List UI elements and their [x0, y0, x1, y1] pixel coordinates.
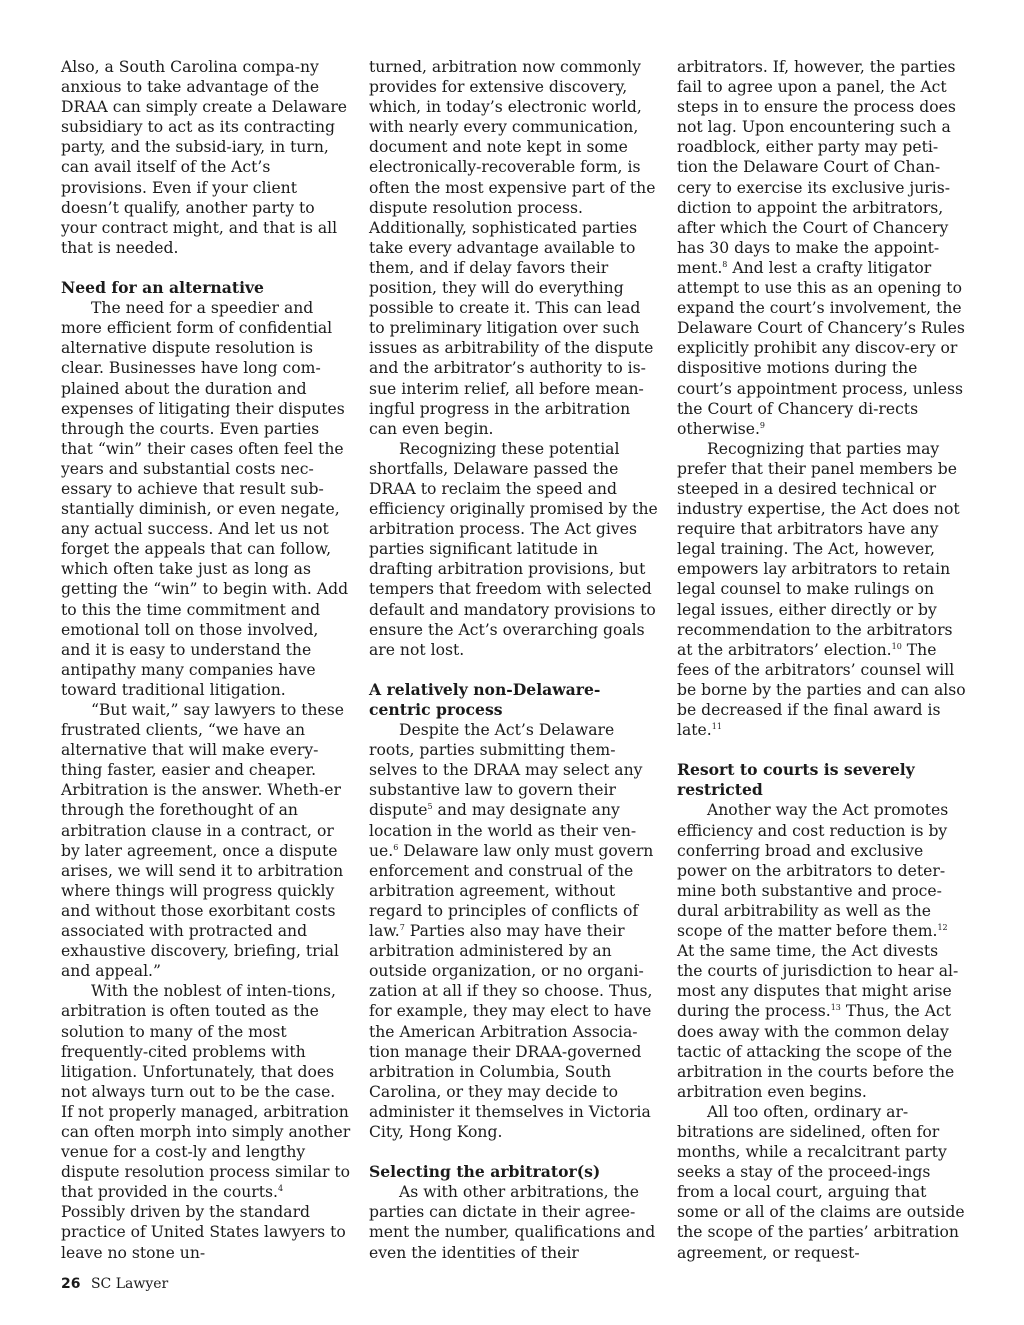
paragraph: “But wait,” say lawyers to these frustrated clients, “we have an alternative that will make every-thing faster, easier and cheaper. Arbitration is the answer. Wheth-er through the forethought of an arbitration clause in a contract, or by later agreement, once a dispute arises, we will send it to arbitration where things will progress quickly and without those exorbitant costs associated with protracted and exhaustive discovery, briefing, trial and appeal.” — [61, 701, 345, 981]
section-heading: Resort to courts is severely restricted — [677, 760, 915, 800]
text-run: Despite the Act’s Delaware roots, parties submitting them-selves to the DRAA may select any substantive law to govern their dispute — [369, 721, 643, 820]
footnote-ref: 8 — [722, 259, 728, 269]
paragraph: As with other arbitrations, the parties can dictate in their agree-ment the number, qualifications and even the identities of their — [369, 1183, 656, 1262]
paragraph: The need for a speedier and more efficient form of confidential alternative dispute resolution is clear. Businesses have long com-plained about the duration and expenses of litigating their disputes through the courts. Even parties that “win” their cases often feel the years and substantial costs nec-essary to achieve that result sub-stantially diminish, or even negate, any actual success. And let us not forget the appeals that can follow, which often take just as long as getting the “win” to begin with. Add to this the time commitment and emotional toll on those involved, and it is easy to understand the antipathy many companies have toward traditional litigation. — [61, 299, 349, 699]
footnote-ref: 13 — [830, 1003, 841, 1013]
section-heading: A relatively non-Delaware-centric process — [369, 679, 601, 719]
text-run: With the noblest of inten-tions, arbitration is often touted as the solution to many of the most frequently-cited problems with litigation. Unfortunately, that does not always turn out to be the case. If not properly managed, arbitration can often morph into simply another venue for a cost-ly and lengthy dispute resolution process similar to that provided in the courts. — [61, 982, 351, 1202]
text-run: At the same time, the Act divests the courts of jurisdiction to hear al-most any disputes that might arise during the process. — [677, 942, 959, 1021]
column-2 — [369, 57, 659, 1263]
text-run: Possibly driven by the standard practice of United States lawyers to leave no stone un- — [61, 1203, 346, 1262]
paragraph: Also, a South Carolina compa-ny anxious to take advantage of the DRAA can simply create a Delaware subsidiary to act as its contracting party, and the subsid-iary, in turn, can avail itself of the Act’s provisions. Even if your client doesn’t qualify, another party to your contract might, and that is all that is needed. — [61, 58, 348, 257]
section-heading: Need for an alternative — [61, 278, 264, 298]
paragraph — [61, 981, 351, 1262]
paragraph: Recognizing these potential shortfalls, Delaware passed the DRAA to reclaim the speed and efficiency originally promised by the arbitration process. The Act gives parties significant latitude in drafting arbitration provisions, but tempers that freedom with selected default and mandatory provisions to ensure the Act’s overarching goals are not lost. — [369, 439, 658, 659]
section-heading: Selecting the arbitrator(s) — [369, 1162, 601, 1182]
footnote-ref: 9 — [759, 420, 765, 430]
column-1 — [61, 57, 351, 1263]
text-run: Parties also may have their arbitration administered by an outside organization, or no organi-zation at all if they so choose. Thus, for example, they may elect to have the American Arbitration Associa-tion manage their DRAA-governed arbitration in Columbia, South Carolina, or they may decide to administer it themselves in Victoria City, Hong Kong. — [369, 922, 653, 1141]
paragraph — [369, 720, 659, 1142]
page-number: 26 — [61, 1276, 81, 1292]
paragraph: All too often, ordinary ar-bitrations are sidelined, often for months, while a recalcitrant party seeks a stay of the proceed-ings from a local court, arguing that some or all of the claims are outside the scope of the parties’ arbitration agreement, or request- — [677, 1102, 965, 1262]
footnote-ref: 6 — [393, 842, 399, 852]
text-run: and may designate any location in the world as their ven-ue. — [369, 801, 637, 860]
paragraph — [677, 57, 967, 439]
footnote-ref: 5 — [427, 802, 433, 812]
text-run: The fees of the arbitrators’ counsel will be borne by the parties and can also be decreased if the final award is late. — [677, 640, 966, 740]
text-run: Thus, the Act does away with the common delay tactic of attacking the scope of the arbitration in the courts before the arbitration even begins. — [677, 1002, 955, 1101]
text-run: arbitrators. If, however, the parties fail to agree upon a panel, the Act steps in to ensure the process does not lag. Upon encountering such a roadblock, either party may peti-tion the Delaware Court of Chan-cery to exercise its exclusive juris-diction to appoint the arbitrators, after which the Court of Chancery has 30 days to make the appoint-ment. — [677, 58, 956, 277]
text-run: Delaware law only must govern enforcement and construal of the arbitration agreement, without regard to principles of conflicts of law. — [369, 841, 654, 941]
paragraph — [677, 800, 967, 1101]
page-footer — [61, 1276, 168, 1292]
text-run: And lest a crafty litigator attempt to use this as an opening to expand the court’s involvement, the Delaware Court of Chancery’s Rules explicitly prohibit any discov-ery or dispositive motions during the court’s appointment process, unless the Court of Chancery di-rects otherwise. — [677, 258, 965, 438]
text-run: Recognizing that parties may prefer that their panel members be steeped in a desired technical or industry expertise, the Act does not require that arbitrators have any legal training. The Act, however, empowers lay arbitrators to retain legal counsel to make rulings on legal issues, either directly or by recommendation to the arbitrators at the arbitrators’ election. — [677, 439, 960, 659]
footnote-ref: 7 — [399, 923, 405, 933]
footnote-ref: 10 — [891, 641, 902, 651]
paragraph: turned, arbitration now commonly provides for extensive discovery, which, in today’s electronic world, with nearly every communication, document and note kept in some electronically-recoverable form, is often the most expensive part of the dispute resolution process. Additionally, sophisticated parties take every advantage available to them, and if delay favors their position, they will do everything possible to create it. This can lead to preliminary litigation over such issues as arbitrability of the dispute and the arbitrator’s authority to is-sue interim relief, all before mean-ingful progress in the arbitration can even begin. — [369, 58, 656, 438]
footnote-ref: 11 — [711, 722, 722, 732]
footnote-ref: 12 — [937, 923, 948, 933]
column-3 — [677, 57, 967, 1263]
text-run: Another way the Act promotes efficiency and cost reduction is by conferring broad and exclusive power on the arbitrators to deter-mine both substantive and proce-dural arbitrability as well as the scope of the matter before them. — [677, 801, 949, 941]
publication-name: SC Lawyer — [90, 1276, 169, 1292]
footnote-ref: 4 — [277, 1184, 284, 1194]
paragraph — [677, 439, 967, 740]
